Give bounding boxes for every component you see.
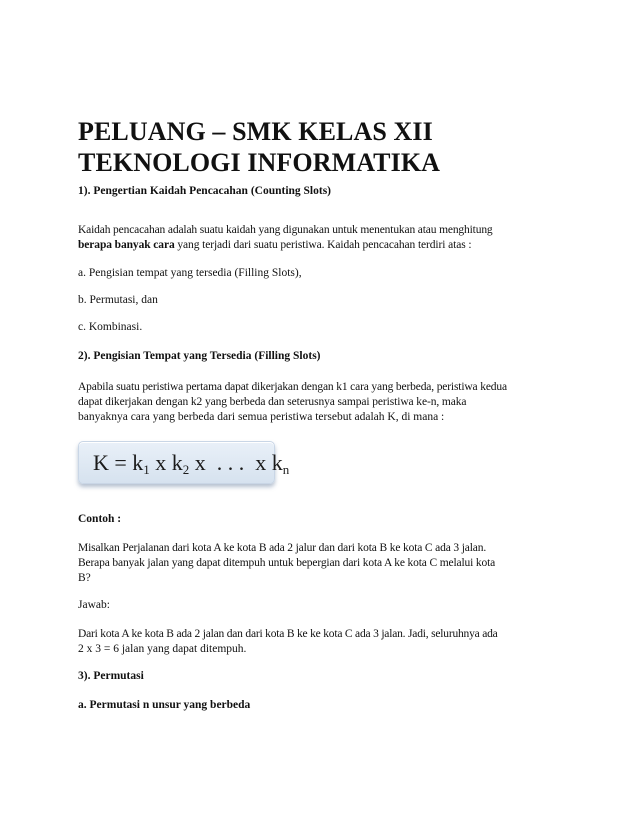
formula-image <box>78 441 290 484</box>
section-3-subheading: a. Permutasi n unsur yang berbeda <box>78 699 251 711</box>
document-title <box>78 116 440 178</box>
example-line-2: Berapa banyak jalan yang dapat ditempuh untuk bepergian dari kota A ke kota C melalui kota <box>78 557 496 569</box>
section-2-paragraph-line-2: dapat dikerjakan dengan k2 yang berbeda dan seterusnya sampai peristiwa ke-n, maka <box>78 396 467 408</box>
list-item-b: b. Permutasi, dan <box>78 294 158 306</box>
title-line-1: PELUANG – SMK KELAS XII <box>78 117 433 146</box>
example-line-1: Misalkan Perjalanan dari kota A ke kota B ada 2 jalur dan dari kota B ke kota C ada 3 jalan. <box>78 542 487 554</box>
formula-text: $K = k_1$ x $k_2$ x . . . x $k_n$ <box>93 450 290 477</box>
list-item-a: a. Pengisian tempat yang tersedia (Filling Slots), <box>78 267 302 279</box>
answer-label: Jawab: <box>78 599 110 611</box>
paragraph-text: yang terjadi dari suatu peristiwa. Kaidah pencacahan terdiri atas : <box>174 239 472 251</box>
section-1-heading: 1). Pengertian Kaidah Pencacahan (Counting Slots) <box>78 185 332 197</box>
list-item-c: c. Kombinasi. <box>78 321 143 333</box>
section-1-paragraph-line-1: Kaidah pencacahan adalah suatu kaidah yang digunakan untuk menentukan atau menghitung <box>78 224 493 236</box>
answer-line-2: 2 x 3 = 6 jalan yang dapat ditempuh. <box>78 643 247 655</box>
answer-line-1: Dari kota A ke kota B ada 2 jalan dan dari kota B ke ke kota C ada 3 jalan. Jadi, seluruhnya ada <box>78 628 498 640</box>
section-2-paragraph-line-1: Apabila suatu peristiwa pertama dapat dikerjakan dengan k1 cara yang berbeda, peristiwa kedua <box>78 381 507 393</box>
example-heading: Contoh : <box>78 513 122 525</box>
section-3-heading: 3). Permutasi <box>78 670 144 682</box>
example-line-3: B? <box>78 572 91 584</box>
emphasis-text: berapa banyak cara <box>78 239 175 251</box>
section-2-paragraph-line-3: banyaknya cara yang berbeda dari semua peristiwa tersebut adalah K, di mana : <box>78 411 445 423</box>
section-2-heading: 2). Pengisian Tempat yang Tersedia (Filling Slots) <box>78 350 321 362</box>
title-line-2: TEKNOLOGI INFORMATIKA <box>78 148 441 177</box>
section-1-paragraph-line-2 <box>78 237 471 253</box>
